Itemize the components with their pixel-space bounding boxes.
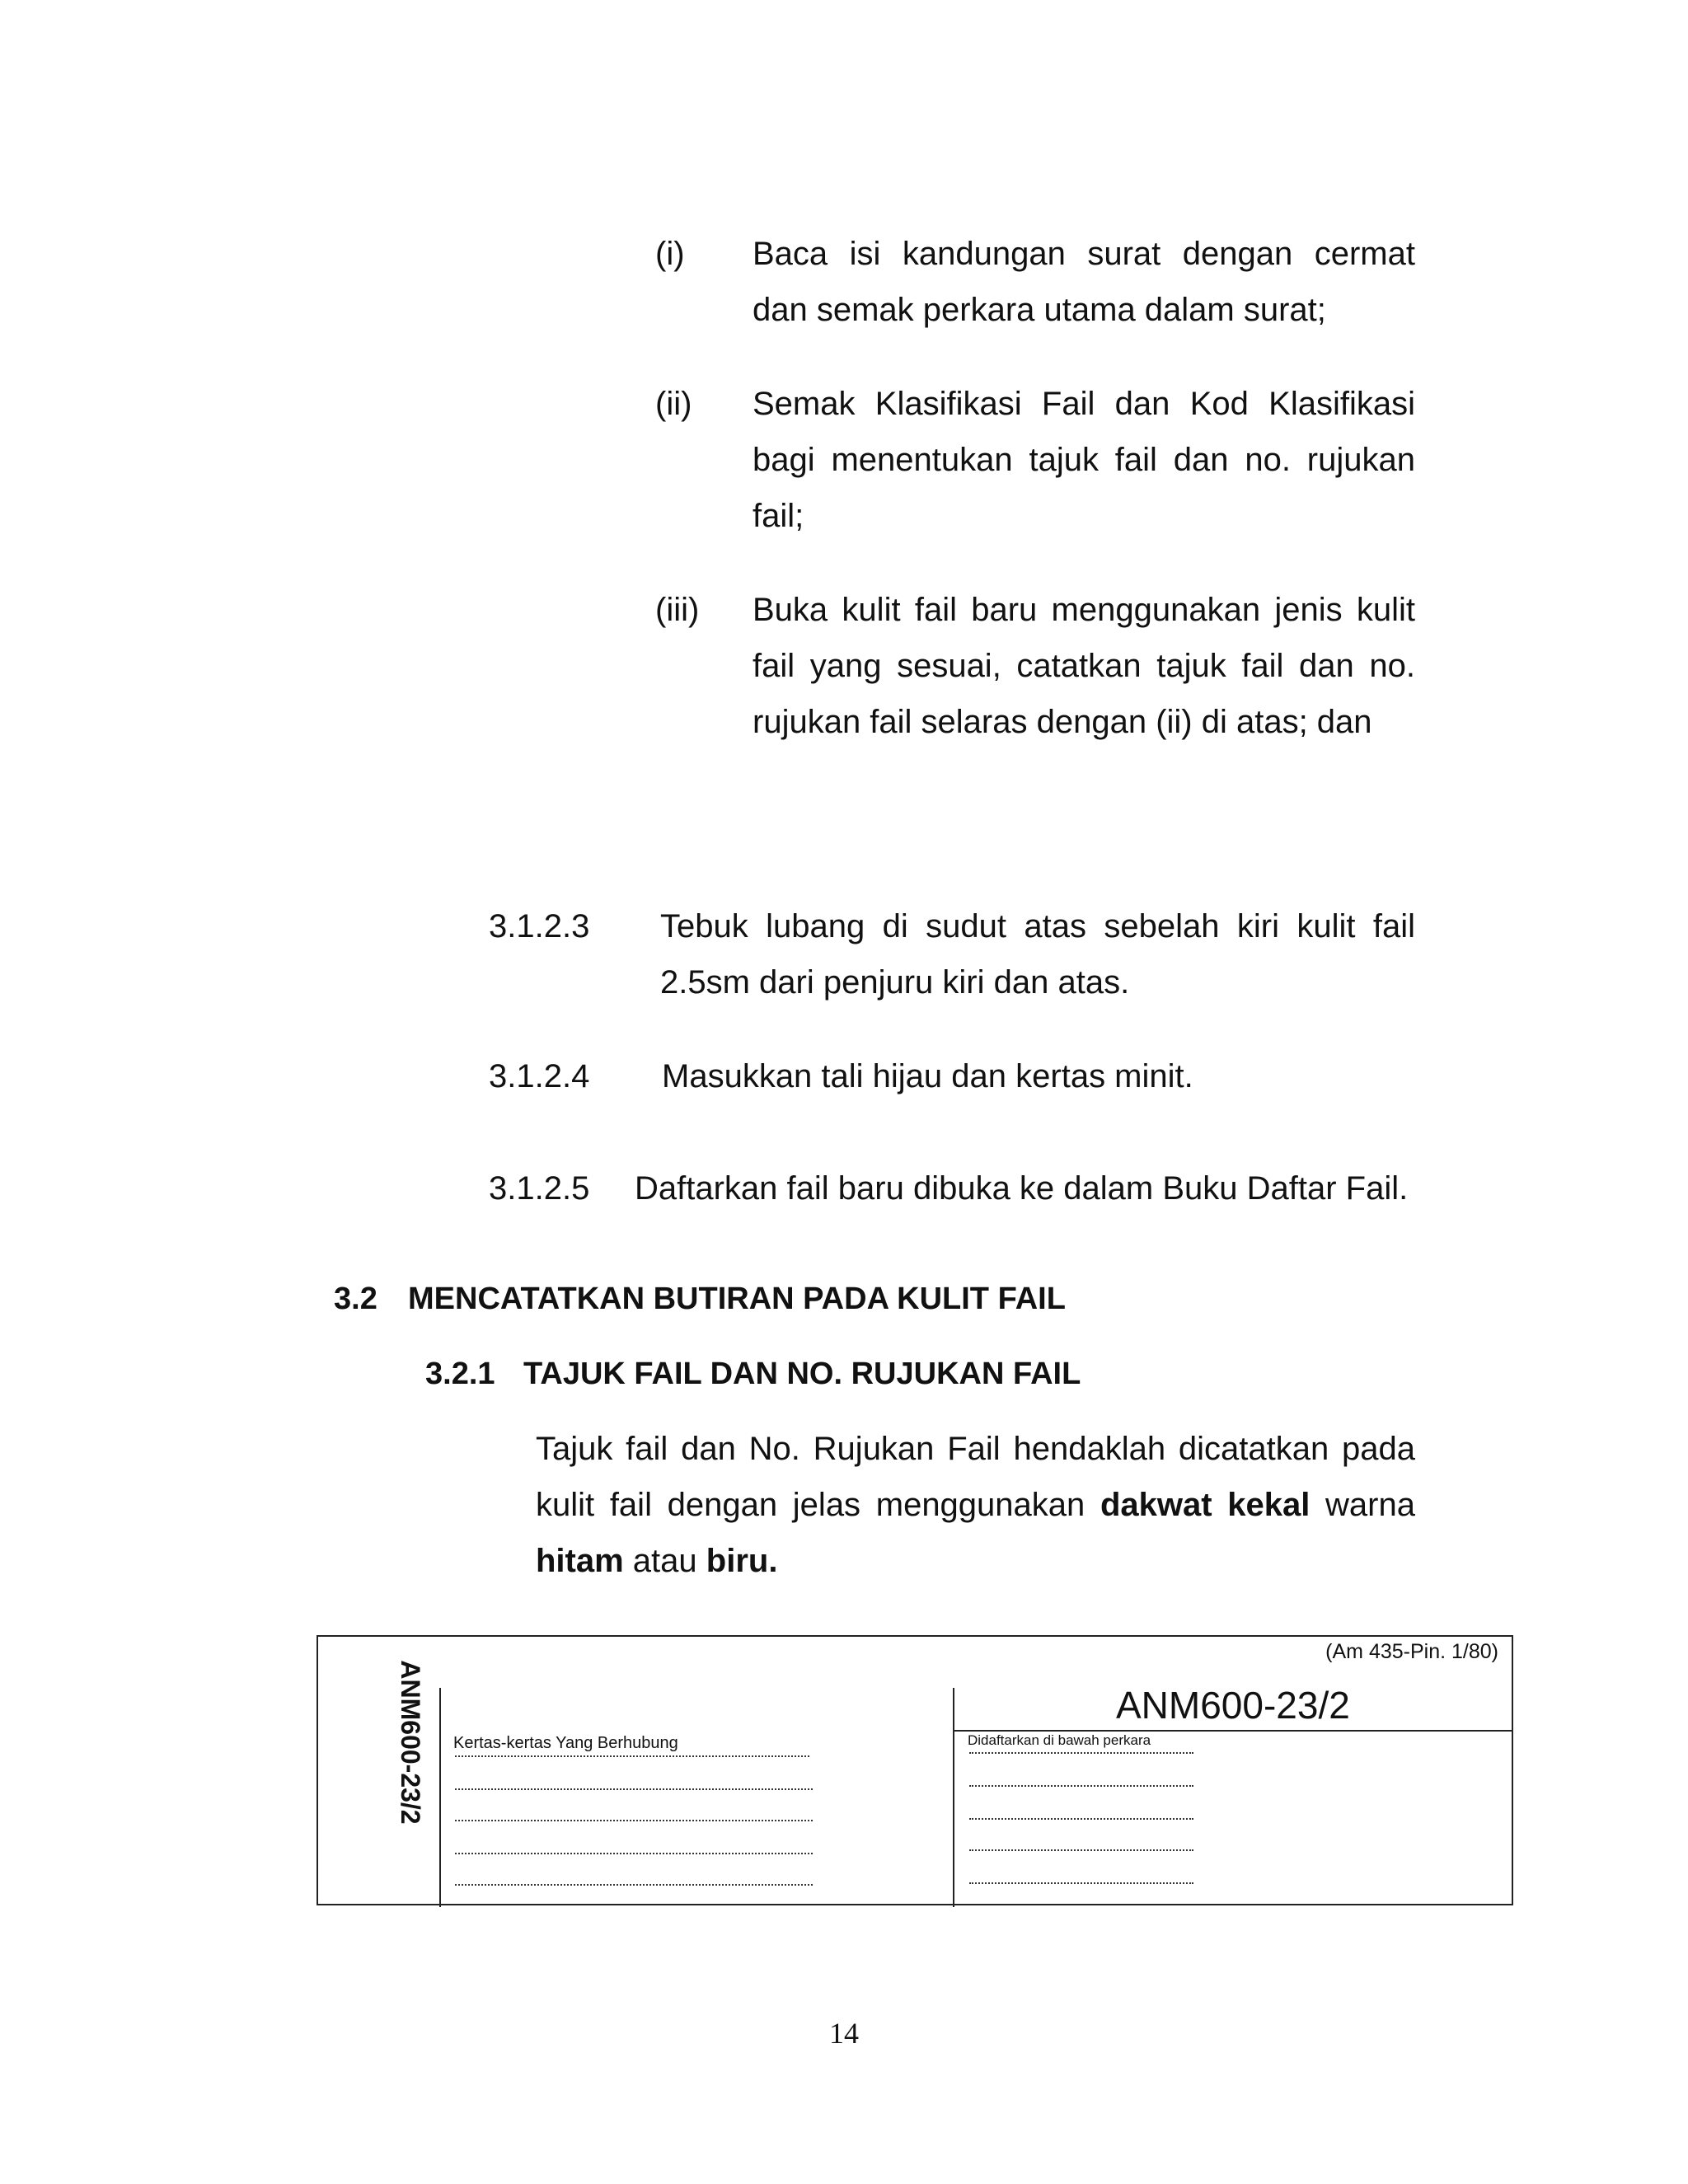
paragraph-text: Tajuk fail dan No. Rujukan Fail hendaklah dicatatkan pada kulit fail dengan jelas menggunakan xyxy=(536,1431,1415,1523)
list-item-text: Buka kulit fail baru menggunakan jenis kulit fail yang sesuai, catatkan tajuk fail dan no. rujukan fail selaras dengan (ii) di atas; dan xyxy=(753,592,1415,740)
step-number: 3.1.2.3 xyxy=(489,908,590,944)
file-reference: ANM600-23/2 xyxy=(1116,1684,1350,1727)
spine-reference: ANM600-23/2 xyxy=(396,1660,425,1825)
step-text: Masukkan tali hijau dan kertas minit. xyxy=(662,1058,1193,1094)
emphasis-hitam: hitam xyxy=(536,1543,624,1579)
list-item-num: (ii) xyxy=(655,386,692,422)
instruction-paragraph xyxy=(536,1421,1415,1589)
paragraph-text: warna xyxy=(1310,1487,1415,1523)
dotted-line xyxy=(969,1882,1193,1884)
registered-under-label: Didaftarkan di bawah perkara xyxy=(968,1732,1151,1748)
reference-underline xyxy=(953,1730,1513,1732)
file-cover-diagram xyxy=(316,1635,1513,1905)
subsection-number: 3.2.1 xyxy=(425,1357,495,1391)
dotted-line xyxy=(455,1884,813,1886)
emphasis-dakwat-kekal: dakwat kekal xyxy=(1100,1487,1311,1523)
dotted-line xyxy=(969,1818,1193,1820)
dotted-line xyxy=(455,1755,809,1757)
section-title: MENCATATKAN BUTIRAN PADA KULIT FAIL xyxy=(408,1282,1066,1316)
list-item-text: Semak Klasifikasi Fail dan Kod Klasifikasi bagi menentukan tajuk fail dan no. rujukan fail; xyxy=(753,386,1415,534)
list-item-num: (i) xyxy=(655,236,685,272)
step-text: Daftarkan fail baru dibuka ke dalam Buku Daftar Fail. xyxy=(635,1170,1409,1207)
form-code: (Am 435-Pin. 1/80) xyxy=(1325,1640,1498,1663)
subsection-title: TAJUK FAIL DAN NO. RUJUKAN FAIL xyxy=(523,1357,1081,1391)
step-text: Tebuk lubang di sudut atas sebelah kiri kulit fail 2.5sm dari penjuru kiri dan atas. xyxy=(660,908,1415,1001)
step-number: 3.1.2.4 xyxy=(489,1058,590,1094)
middle-divider xyxy=(953,1688,954,1907)
list-item-text: Baca isi kandungan surat dengan cermat dan semak perkara utama dalam surat; xyxy=(753,236,1415,328)
dotted-line xyxy=(969,1849,1193,1851)
dotted-line xyxy=(455,1853,813,1854)
dotted-line xyxy=(969,1752,1193,1754)
related-papers-label: Kertas-kertas Yang Berhubung xyxy=(453,1734,678,1752)
emphasis-biru: biru. xyxy=(706,1543,778,1579)
section-number: 3.2 xyxy=(334,1282,377,1316)
step-number: 3.1.2.5 xyxy=(489,1170,590,1207)
list-item-num: (iii) xyxy=(655,592,700,628)
dotted-line xyxy=(969,1785,1193,1787)
paragraph-text: atau xyxy=(623,1543,706,1579)
spine-divider xyxy=(439,1688,441,1907)
dotted-line xyxy=(455,1788,813,1790)
page-number: 14 xyxy=(829,2017,859,2050)
dotted-line xyxy=(455,1820,813,1821)
